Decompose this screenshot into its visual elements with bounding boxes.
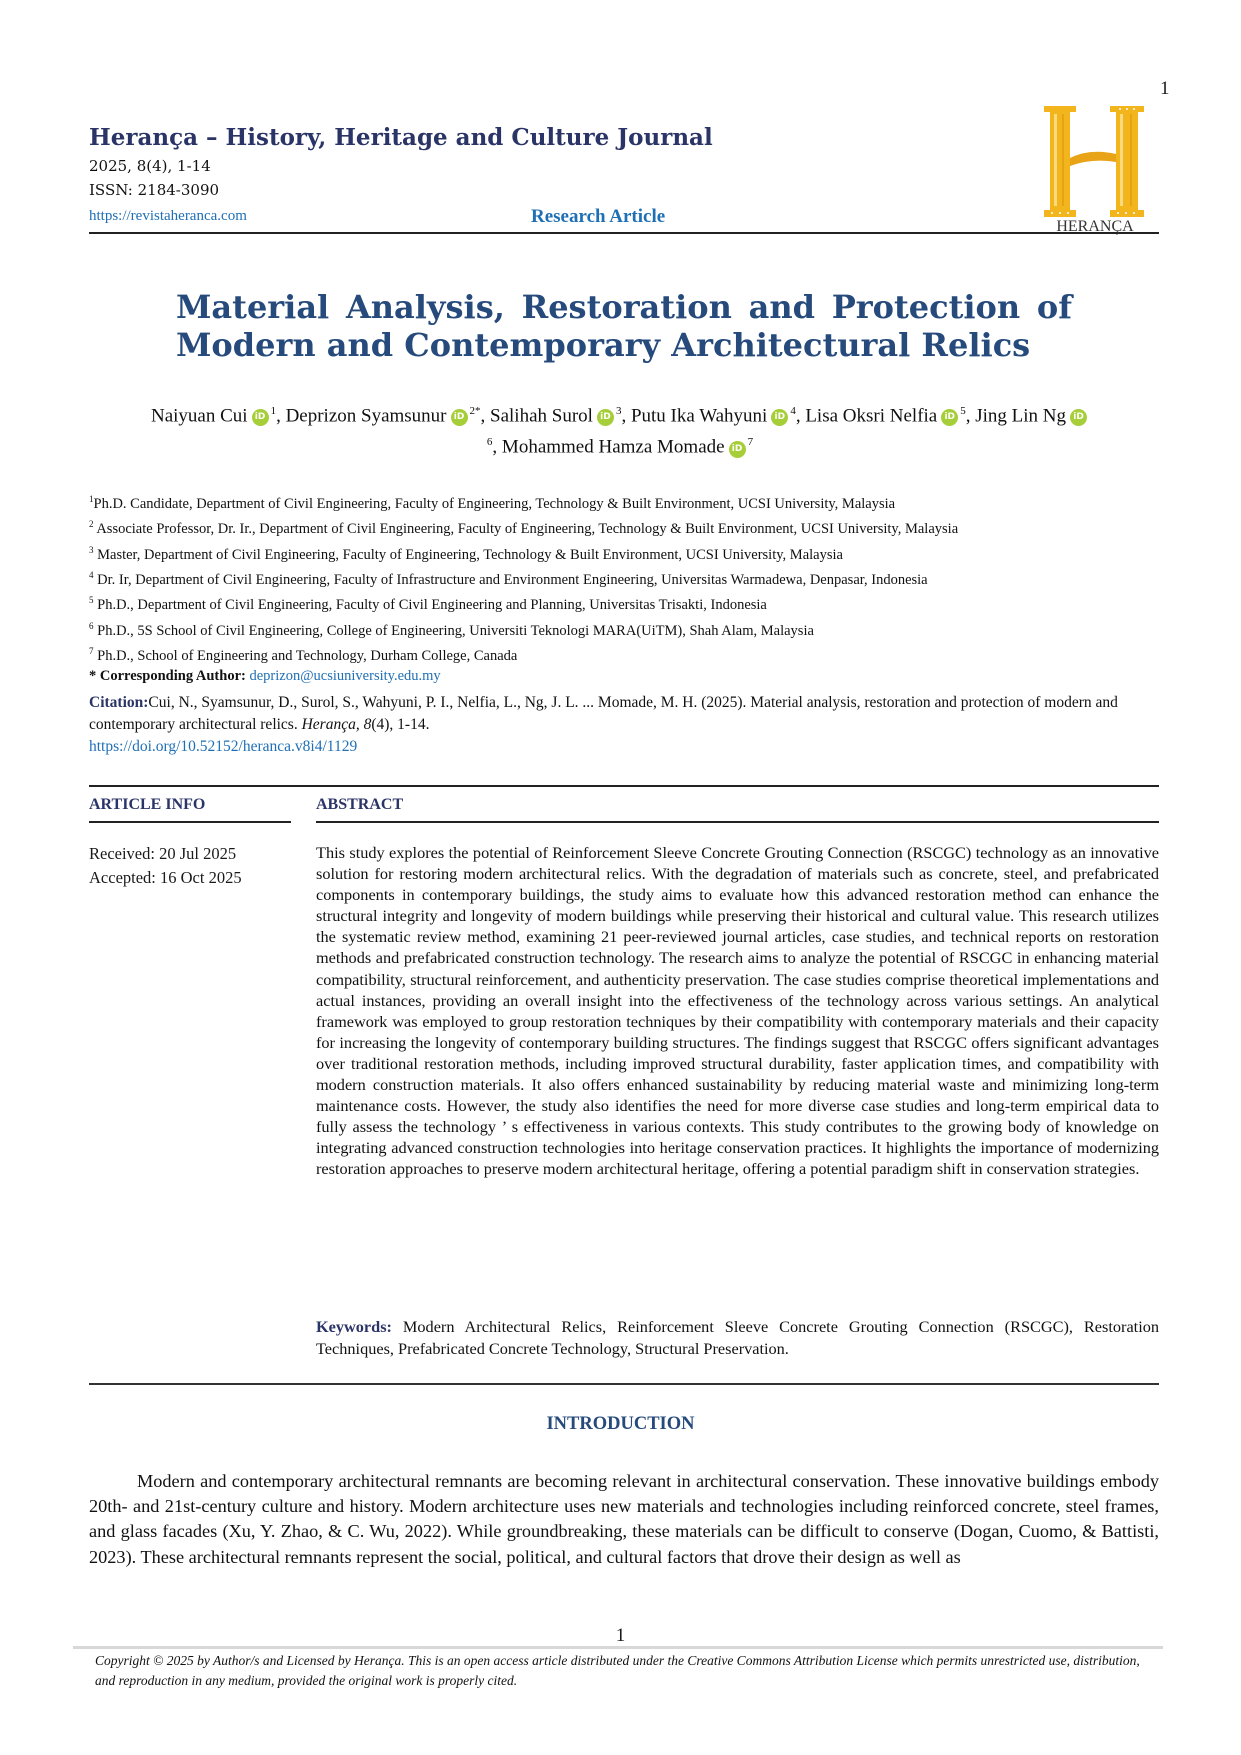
section-divider [89,785,1159,787]
corresponding-label: * Corresponding Author: [89,668,246,685]
author-name: Jing Lin Ng [975,405,1067,427]
affiliation-text: Ph.D., 5S School of Civil Engineering, College of Engineering, Universiti Teknologi MARA(UiTM), Shah Alam, Malaysia [93,622,814,639]
footer-divider [73,1646,1163,1649]
abstract-divider [316,821,1159,823]
author-name: Naiyuan Cui [150,405,248,427]
affiliation-item [89,565,1169,590]
orcid-icon[interactable]: iD [729,441,746,458]
affiliations [89,489,1169,687]
abstract-bottom-divider [89,1383,1159,1385]
affiliation-mark: 5 [89,595,94,606]
author-mark: 1 [270,405,277,417]
affiliation-text: Dr. Ir, Department of Civil Engineering, Faculty of Infrastructure and Environment Engineering, Universitas Warmadewa, Denpasar, Indonesia [93,571,928,588]
author-mark: 4 [790,405,796,417]
article-dates [89,842,242,890]
header-divider [89,232,1159,234]
affiliation-item [89,514,1169,539]
keywords-text: Modern Architectural Relics, Reinforcement Sleeve Concrete Grouting Connection (RSCGC), Restoration Techniques, Prefabricated Concrete Technology, Structural Preservation. [316,1317,1159,1358]
article-info-divider [89,821,291,823]
affiliation-item [89,540,1169,565]
accepted-date: Accepted: 16 Oct 2025 [89,868,242,887]
orcid-icon[interactable]: iD [252,409,269,426]
logo-text: HERANÇA [1056,218,1134,235]
author-mark: 2* [469,405,481,417]
article-type-label: Research Article [531,206,666,227]
journal-issue: 2025, 8(4), 1-14 [89,157,211,175]
author-name: Putu Ika Wahyuni [630,405,768,427]
affiliation-item [89,616,1169,641]
keywords-block [316,1316,1159,1359]
affiliation-text: Ph.D., School of Engineering and Technology, Durham College, Canada [93,647,518,664]
article-info-heading: ARTICLE INFO [89,796,206,813]
footer-page-number: 1 [615,1625,626,1646]
orcid-icon[interactable]: iD [451,409,468,426]
citation-journal: Herança, 8 [301,716,372,733]
author-name: Deprizon Syamsunur [285,405,447,427]
heranca-h-logo-icon [1040,100,1150,235]
heranca-logo [1040,100,1150,235]
author-name: Lisa Oksri Nelfia [805,405,938,427]
affiliation-text: Ph.D. Candidate, Department of Civil Engineering, Faculty of Engineering, Technology & Built Environment, UCSI University, Malaysia [93,495,896,512]
affiliation-mark: 1 [89,494,94,504]
author-mark: 5 [960,405,966,417]
journal-url-link[interactable]: https://revistaheranca.com [89,208,247,224]
page-number-top: 1 [1160,78,1170,99]
orcid-icon[interactable]: iD [771,409,788,426]
doi-link[interactable]: https://doi.org/10.52152/heranca.v8i4/1129 [89,738,358,755]
abstract-text: This study explores the potential of Reinforcement Sleeve Concrete Grouting Connection (RSCGC) technology as an innovative solution for restoring modern architectural relics. With the degradation of materials such as concrete, steel, and prefabricated components in contemporary buildings, the study aims to evaluate how this advanced restoration method can enhance the structural integrity and longevity of modern buildings while preserving their historical and cultural value. This research utilizes the systematic review method, examining 21 peer-reviewed journal articles, case studies, and technical reports on restoration methods and prefabricated construction technology. The research aims to analyze the potential of RSCGC in enhancing material compatibility, structural reinforcement, and authenticity preservation. The case studies comprise theoretical implementations and actual instances, providing an overall insight into the effectiveness of the technology across various settings. An analytical framework was employed to group restoration techniques by their compatibility with contemporary materials and their capacity for increasing the longevity of contemporary building structures. The findings suggest that RSCGC offers significant advantages over traditional restoration methods, including improved structural durability, faster application times, and compatibility with modern construction materials. It also offers enhanced sustainability by reducing material waste and minimizing long-term maintenance costs. However, the study also identifies the need for more diverse case studies and long-term empirical data to fully assess the technology ’ s effectiveness in various contexts. This study contributes to the growing body of knowledge on integrating advanced construction technologies into heritage conservation practices. It highlights the importance of modernizing restoration approaches to preserve modern architectural heritage, offering a potential paradigm shift in conservation strategies. [316,843,1159,1179]
received-date: Received: 20 Jul 2025 [89,844,237,863]
citation-text: Cui, N., Syamsunur, D., Surol, S., Wahyuni, P. I., Nelfia, L., Ng, J. L. ... Momade, M. H. (2025). Material analysis, restoration and protection of modern and contemporary architectural relics. [89,694,1118,733]
affiliation-mark: 2 [89,519,94,530]
corresponding-author [89,666,1169,687]
journal-issn: ISSN: 2184-3090 [89,181,220,199]
author-name: Salihah Surol [490,405,593,427]
affiliation-text: Master, Department of Civil Engineering, Faculty of Engineering, Technology & Built Environment, UCSI University, Malaysia [93,546,843,563]
journal-title: Herança – History, Heritage and Culture Journal [89,124,713,151]
paper-title: Material Analysis, Restoration and Protection of Modern and Contemporary Architectural Relics [176,288,1072,364]
author-name: Mohammed Hamza Momade [501,436,725,458]
abstract-heading: ABSTRACT [316,796,404,813]
affiliation-item [89,641,1169,666]
affiliation-item [89,489,1169,514]
affiliation-mark: 7 [89,645,94,656]
corresponding-email-link[interactable]: deprizon@ucsiuniversity.edu.my [249,668,441,685]
affiliation-item [89,590,1169,615]
affiliation-text: Ph.D., Department of Civil Engineering, Faculty of Civil Engineering and Planning, Universitas Trisakti, Indonesia [93,597,767,614]
citation-pages: (4), 1-14. [371,716,430,733]
author-mark: 6 [486,436,493,449]
keywords-label: Keywords: [316,1317,392,1336]
author-mark: 7 [747,436,754,449]
orcid-icon[interactable]: iD [1070,409,1087,426]
affiliation-text: Associate Professor, Dr. Ir., Department of Civil Engineering, Faculty of Engineering, Technology & Built Environment, UCSI University, Malaysia [93,521,959,538]
citation-block [89,692,1169,758]
affiliation-mark: 4 [89,569,94,580]
orcid-icon[interactable]: iD [597,409,614,426]
affiliation-mark: 3 [89,544,94,555]
citation-label: Citation: [89,694,149,711]
author-mark: 3 [615,405,622,417]
orcid-icon[interactable]: iD [941,409,958,426]
affiliation-mark: 6 [89,620,94,631]
introduction-paragraph: Modern and contemporary architectural remnants are becoming relevant in architectural conservation. These innovative buildings embody 20th- and 21st-century culture and history. Modern architecture uses new materials and technologies including reinforced concrete, steel frames, and glass facades (Xu, Y. Zhao, & C. Wu, 2022). While groundbreaking, these materials can be difficult to conserve (Dogan, Cuomo, & Battisti, 2023). These architectural remnants represent the social, political, and cultural factors that drove their design as well as [89,1471,1159,1567]
introduction-heading: INTRODUCTION [546,1414,695,1434]
author-list: Naiyuan Cui $iD^1$, Deprizon Syamsunur $iD^{2*}$, Salihah Surol $iD^3$, Putu Ika Wahyuni $iD^4$, Lisa Oksri Nelfia $iD^5$, Jing Lin Ng $iD^6$, Mohammed Hamza Momade $iD^7$ [150,398,1090,461]
copyright-notice: Copyright © 2025 by Author/s and Licensed by Herança. This is an open access article distributed under the Creative Commons Attribution License which permits unrestricted use, distribution, and reproduction in any medium, provided the original work is properly cited. [95,1653,1140,1688]
